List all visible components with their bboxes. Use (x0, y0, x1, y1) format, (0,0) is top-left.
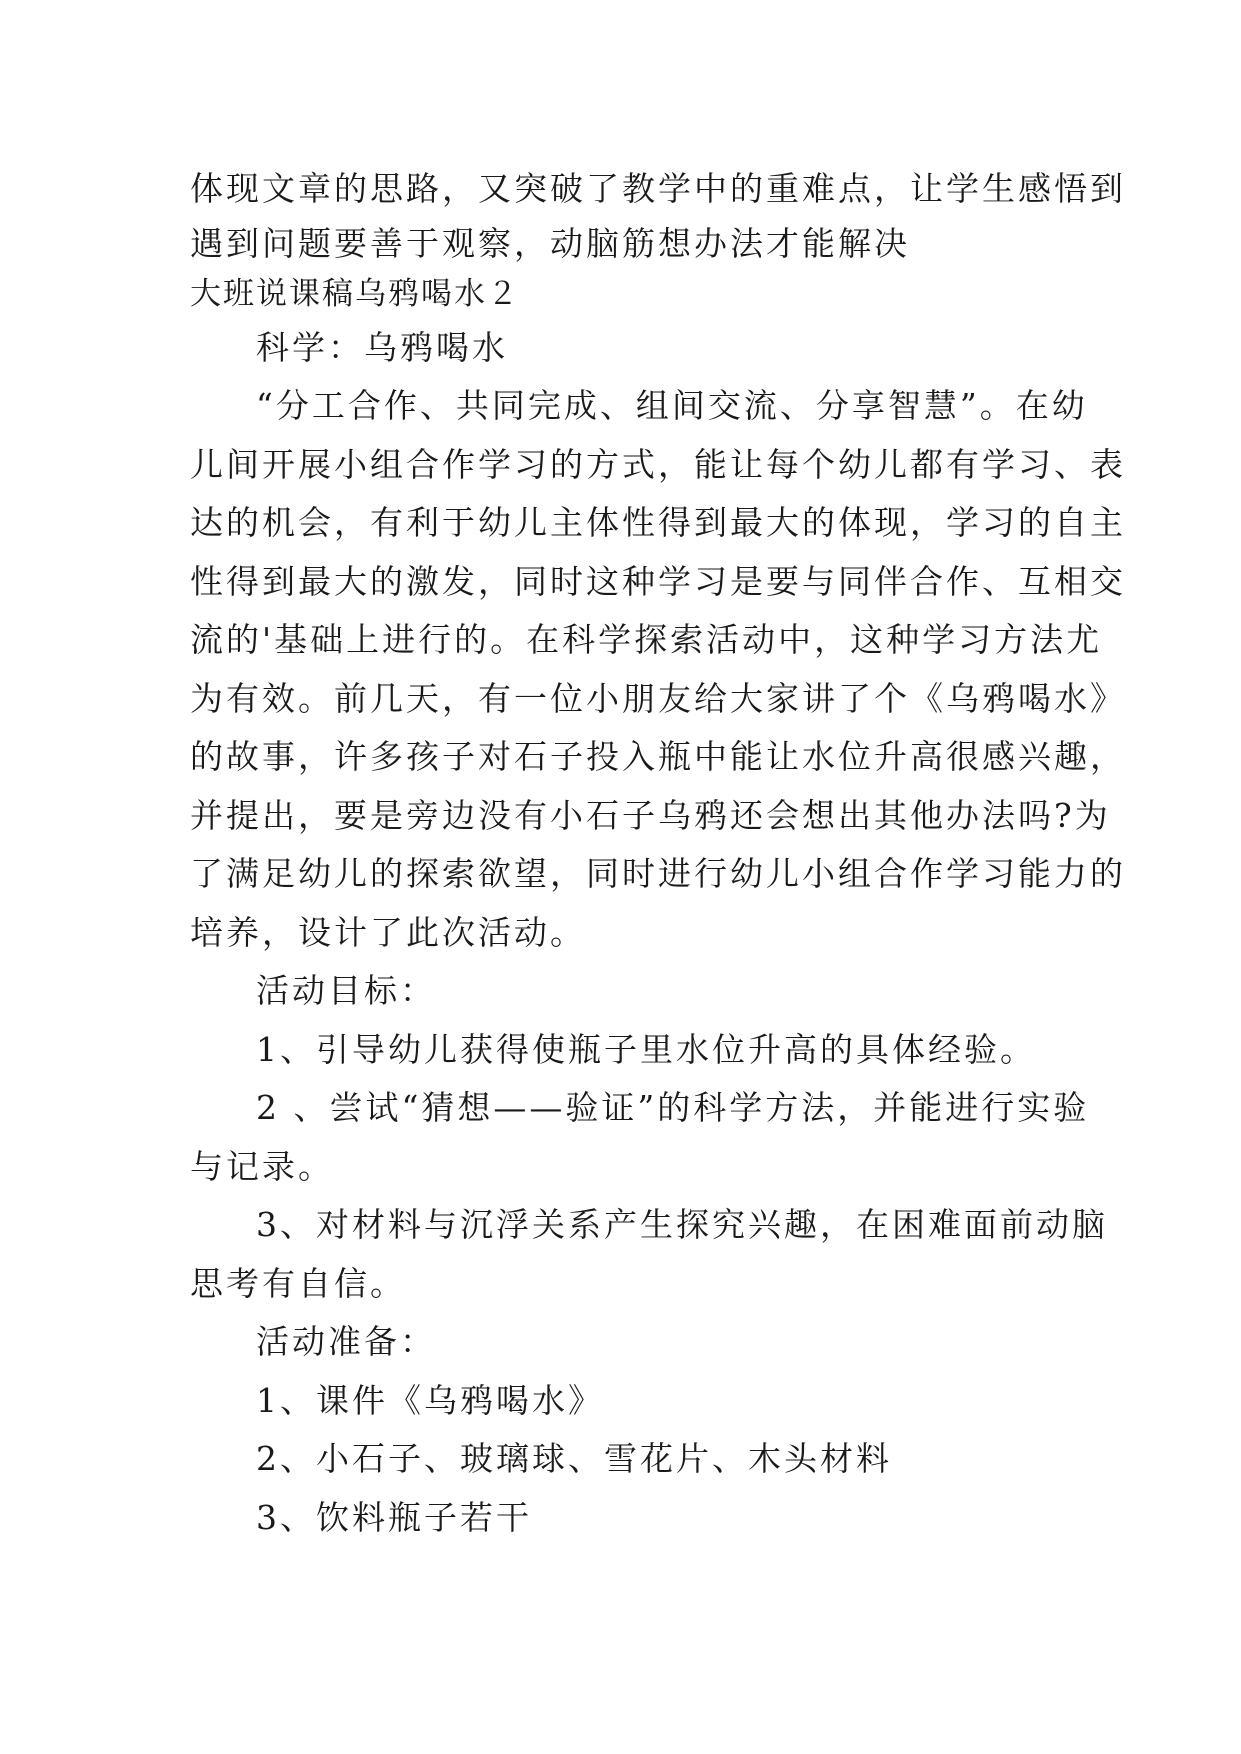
goal-item: 3、对材料与沉浮关系产生探究兴趣，在困难面前动脑 (256, 1205, 1108, 1244)
goal-item-continuation: 思考有自信。 (190, 1263, 406, 1303)
prep-heading: 活动准备： (256, 1322, 436, 1361)
section-title: 大班说课稿乌鸦喝水２ (190, 275, 520, 312)
paragraph-line: 为有效。前几天，有一位小朋友给大家讲了个《乌鸦喝水》 (190, 678, 1126, 718)
document-body (190, 160, 1126, 1547)
goal-item: 2 、尝试“猜想——验证”的科学方法，并能进行实验 (256, 1088, 1090, 1127)
paragraph-line: 性得到最大的激发，同时这种学习是要与同伴合作、互相交 (190, 561, 1126, 601)
paragraph-line: 培养，设计了此次活动。 (190, 912, 586, 952)
goals-heading: 活动目标： (256, 971, 436, 1010)
goal-item: 1、引导幼儿获得使瓶子里水位升高的具体经验。 (256, 1029, 1036, 1069)
paragraph-line: 流的'基础上进行的。在科学探索活动中，这种学习方法尤 (190, 620, 1103, 659)
paragraph-line: 了满足幼儿的探索欲望，同时进行幼儿小组合作学习能力的 (190, 854, 1126, 893)
paragraph-line: “分工合作、共同完成、组间交流、分享智慧”。在幼 (256, 386, 1088, 425)
prep-item: 2、小石子、玻璃球、雪花片、木头材料 (256, 1439, 892, 1478)
paragraph-line: 达的机会，有利于幼儿主体性得到最大的体现，学习的自主 (190, 503, 1126, 542)
paragraph-line: 的故事，许多孩子对石子投入瓶中能让水位升高很感兴趣， (190, 737, 1126, 776)
paragraph-line: 儿间开展小组合作学习的方式，能让每个幼儿都有学习、表 (190, 444, 1126, 484)
goal-item-continuation: 与记录。 (190, 1146, 334, 1186)
subject-line: 科学：乌鸦喝水 (256, 327, 508, 367)
prep-item: 1、课件《乌鸦喝水》 (256, 1380, 604, 1420)
prep-item: 3、饮料瓶子若干 (256, 1497, 532, 1537)
intro-line: 遇到问题要善于观察，动脑筋想办法才能解决 (190, 223, 910, 263)
paragraph-line: 并提出，要是旁边没有小石子乌鸦还会想出其他办法吗?为 (190, 795, 1111, 835)
intro-line: 体现文章的思路，又突破了教学中的重难点，让学生感悟到 (190, 169, 1126, 208)
